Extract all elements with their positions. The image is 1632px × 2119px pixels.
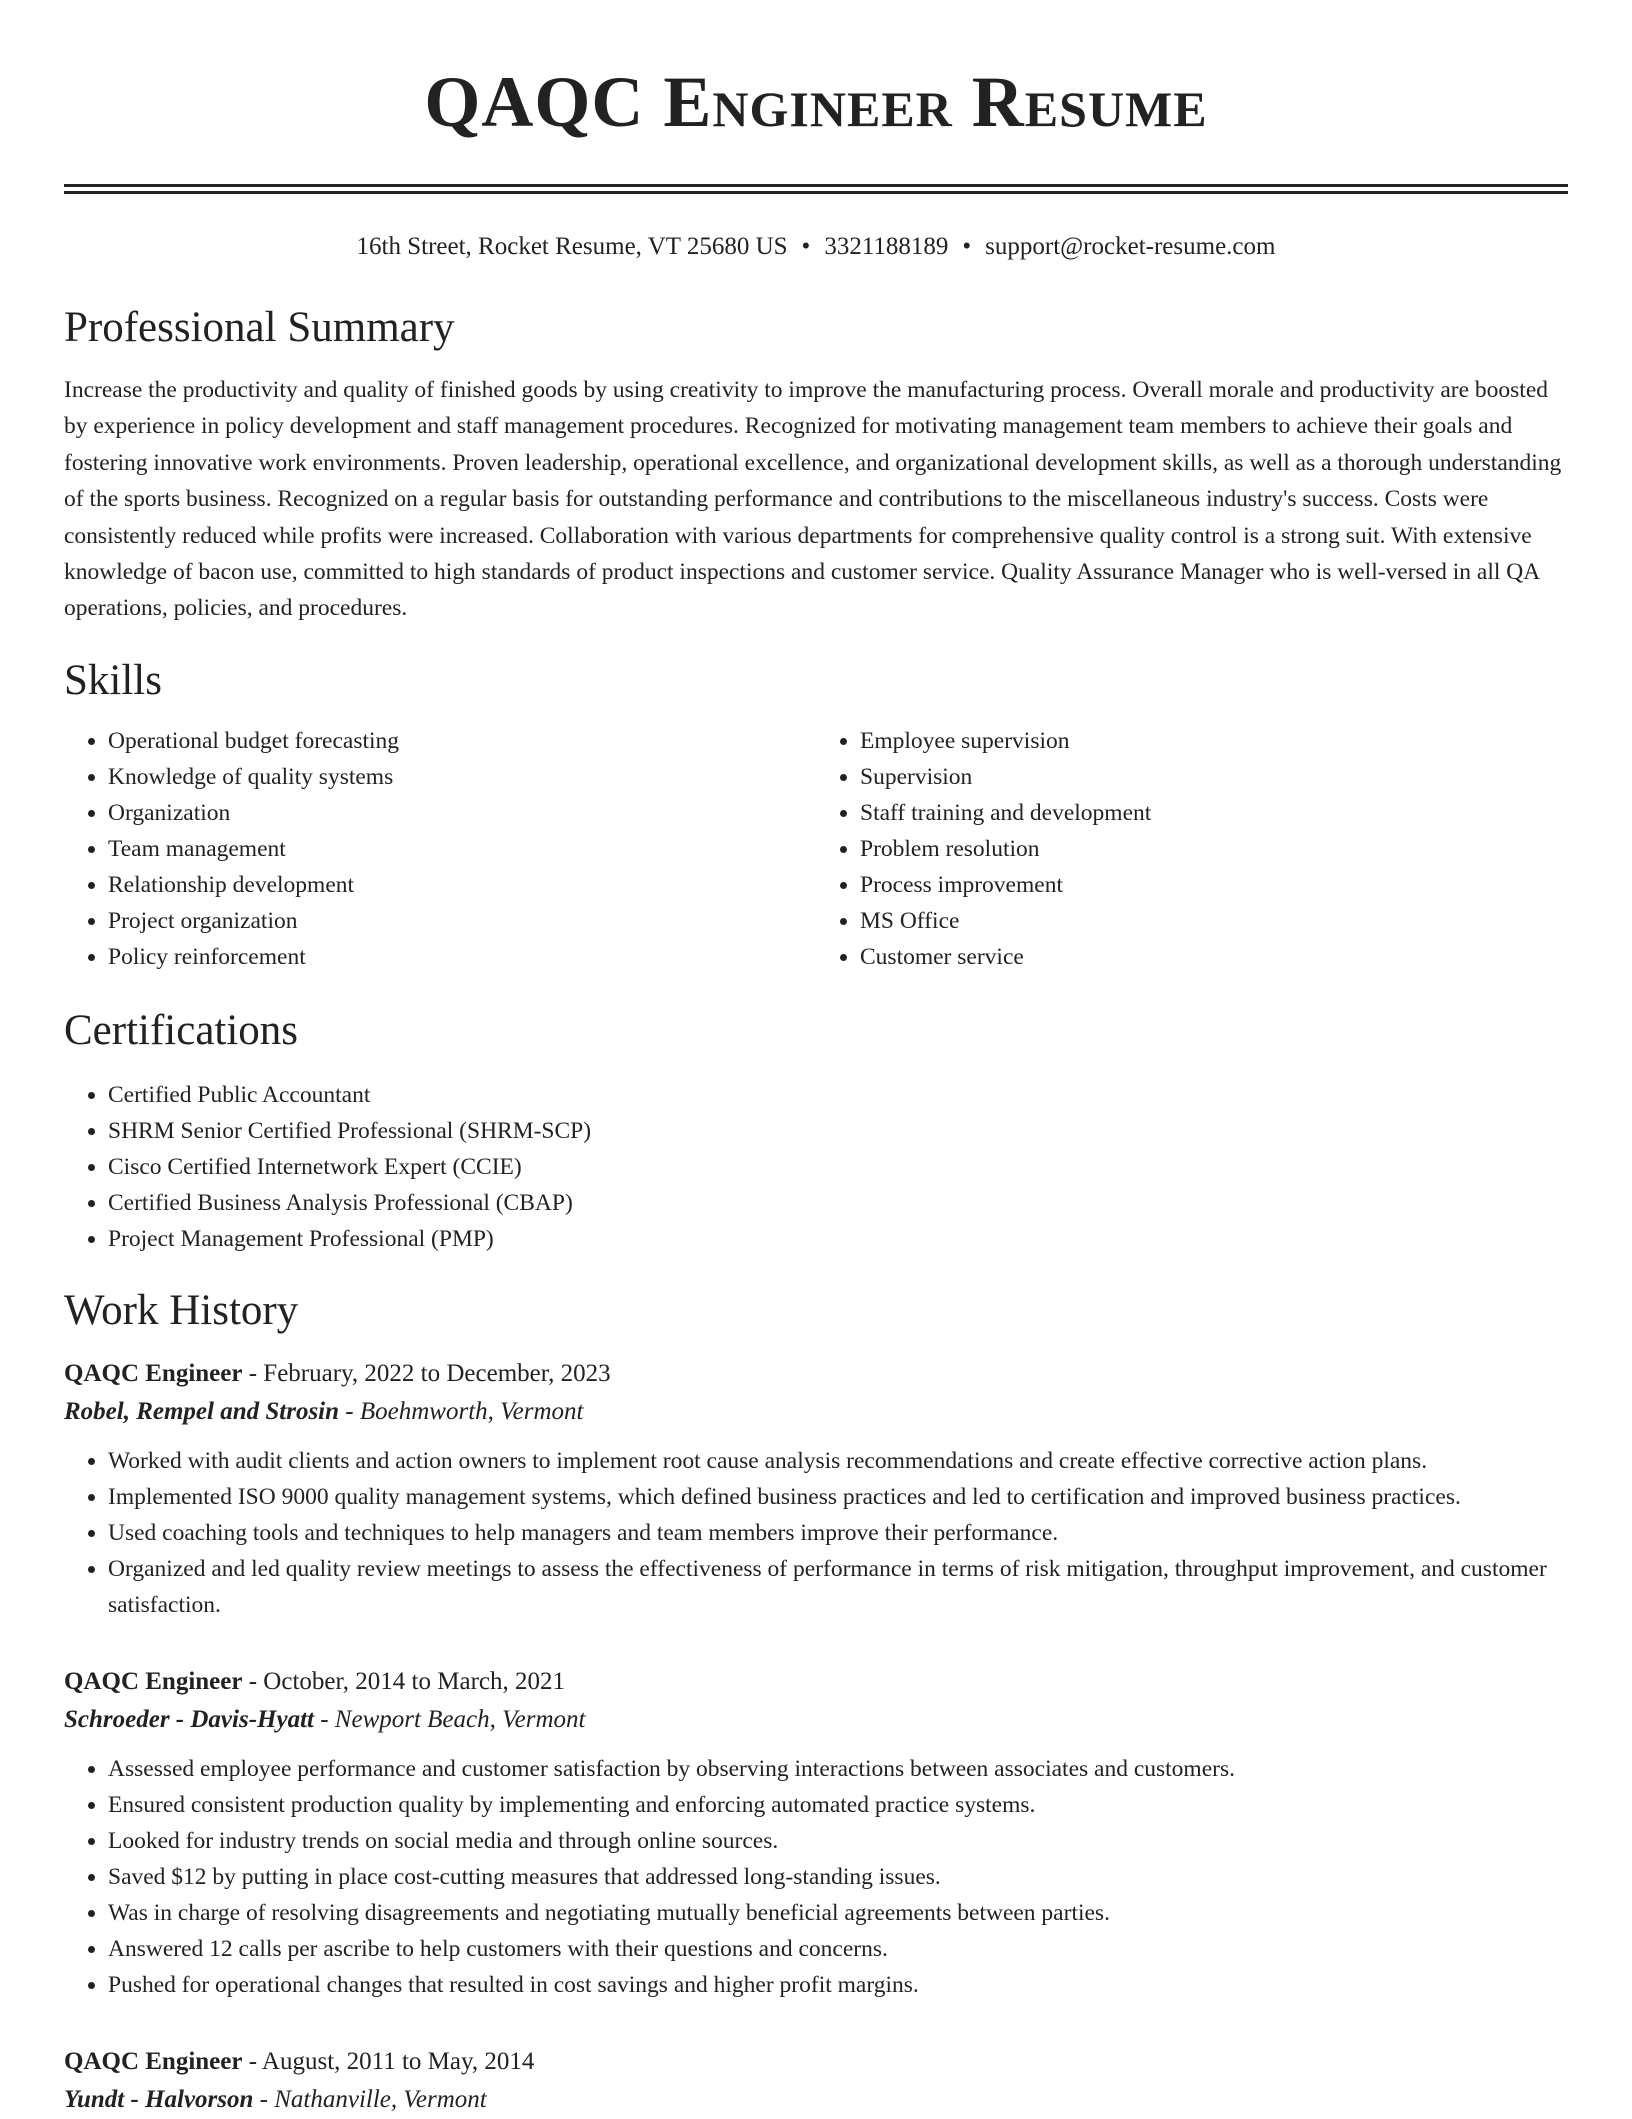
contact-separator: • bbox=[801, 233, 811, 260]
skill-item: • Employee supervision bbox=[860, 723, 1568, 759]
job-entry bbox=[64, 1663, 1568, 2003]
skill-item: • Supervision bbox=[860, 759, 1568, 795]
contact-line bbox=[64, 232, 1568, 262]
skill-item: • Organization bbox=[108, 795, 816, 831]
summary-text: Increase the productivity and quality of finished goods by using creativity to improve the manufacturing process. Overall morale and productivity are boosted by experience in policy development and staff management procedures. Recognized for motivating management team members to achieve their goals and fostering innovative work environments. Proven leadership, operational excellence, and organizational development skills, as well as a thorough understanding of the sports business. Recognized on a regular basis for outstanding performance and contributions to the miscellaneous industry's success. Costs were consistently reduced while profits were increased. Collaboration with various departments for comprehensive quality control is a strong suit. With extensive knowledge of bacon use, committed to high standards of product inspections and customer service. Quality Assurance Manager who is well-versed in all QA operations, policies, and procedures. bbox=[64, 377, 1562, 622]
skills-columns bbox=[64, 723, 1568, 975]
certification-item: • Certified Public Accountant bbox=[108, 1077, 1568, 1113]
job-bullet: • Organized and led quality review meetings to assess the effectiveness of performance in terms of risk mitigation, throughput improvement, and customer satisfaction. bbox=[108, 1551, 1568, 1623]
resume-title: QAQC Engineer Resume bbox=[424, 62, 1208, 142]
skill-item: • Team management bbox=[108, 831, 816, 867]
job-bullets bbox=[64, 1443, 1568, 1623]
work-history-heading: Work History bbox=[64, 1286, 299, 1334]
job-company-line bbox=[64, 1701, 1568, 1739]
job-company-line bbox=[64, 1393, 1568, 1431]
job-entry bbox=[64, 2043, 1568, 2119]
title-divider bbox=[64, 184, 1568, 194]
job-bullet: • Saved $12 by putting in place cost-cutting measures that addressed long-standing issues. bbox=[108, 1859, 1568, 1895]
skills-heading: Skills bbox=[64, 656, 162, 704]
job-location: - Boehmworth, Vermont bbox=[339, 1397, 584, 1425]
job-entry bbox=[64, 1355, 1568, 1623]
job-title-line bbox=[64, 1663, 1568, 1701]
job-bullet: • Looked for industry trends on social media and through online sources. bbox=[108, 1823, 1568, 1859]
skill-item: • Knowledge of quality systems bbox=[108, 759, 816, 795]
skill-item: • Problem resolution bbox=[860, 831, 1568, 867]
job-bullet: • Answered 12 calls per ascribe to help customers with their questions and concerns. bbox=[108, 1931, 1568, 1967]
skill-item: • Project organization bbox=[108, 903, 816, 939]
job-bullets bbox=[64, 1751, 1568, 2003]
skills-list-left bbox=[64, 723, 816, 975]
job-bullet: • Assessed employee performance and customer satisfaction by observing interactions between associates and customers. bbox=[108, 1751, 1568, 1787]
work-history-list bbox=[64, 1355, 1568, 2119]
certification-item: • Certified Business Analysis Professional (CBAP) bbox=[108, 1185, 1568, 1221]
job-location: - Newport Beach, Vermont bbox=[313, 1705, 586, 1733]
job-title: QAQC Engineer bbox=[64, 1359, 243, 1387]
contact-email[interactable]: support@rocket-resume.com bbox=[985, 233, 1276, 260]
job-bullet: • Pushed for operational changes that resulted in cost savings and higher profit margins. bbox=[108, 1967, 1568, 2003]
skill-item: • Process improvement bbox=[860, 867, 1568, 903]
certification-item: • SHRM Senior Certified Professional (SHRM-SCP) bbox=[108, 1113, 1568, 1149]
job-bullet: • Was in charge of resolving disagreements and negotiating mutually beneficial agreements between parties. bbox=[108, 1895, 1568, 1931]
skill-item: • Staff training and development bbox=[860, 795, 1568, 831]
job-title: QAQC Engineer bbox=[64, 1667, 243, 1695]
contact-address: 16th Street, Rocket Resume, VT 25680 US bbox=[356, 233, 788, 260]
skills-list-right bbox=[816, 723, 1568, 975]
job-bullet: • Ensured consistent production quality by implementing and enforcing automated practice systems. bbox=[108, 1787, 1568, 1823]
summary-heading: Professional Summary bbox=[64, 304, 455, 351]
skill-item: • Customer service bbox=[860, 939, 1568, 975]
certification-item: • Project Management Professional (PMP) bbox=[108, 1221, 1568, 1257]
contact-separator: • bbox=[962, 233, 972, 260]
certifications-list bbox=[64, 1077, 1568, 1257]
job-bullet: • Implemented ISO 9000 quality management systems, which defined business practices and led to certification and improved business practices. bbox=[108, 1479, 1568, 1515]
job-dates: - February, 2022 to December, 2023 bbox=[242, 1359, 611, 1387]
job-title-line bbox=[64, 2043, 1568, 2081]
job-company: Yundt - Halvorson bbox=[64, 2085, 254, 2113]
skill-item: • Policy reinforcement bbox=[108, 939, 816, 975]
job-dates: - August, 2011 to May, 2014 bbox=[242, 2047, 535, 2075]
job-bullet: • Used coaching tools and techniques to help managers and team members improve their performance. bbox=[108, 1515, 1568, 1551]
job-bullet: • Worked with audit clients and action owners to implement root cause analysis recommendations and create effective corrective action plans. bbox=[108, 1443, 1568, 1479]
job-company: Robel, Rempel and Strosin bbox=[64, 1397, 340, 1425]
job-company-line bbox=[64, 2081, 1568, 2119]
skill-item: • MS Office bbox=[860, 903, 1568, 939]
certifications-heading: Certifications bbox=[64, 1006, 299, 1054]
job-title: QAQC Engineer bbox=[64, 2047, 243, 2075]
job-dates: - October, 2014 to March, 2021 bbox=[242, 1667, 566, 1695]
job-company: Schroeder - Davis-Hyatt bbox=[64, 1705, 314, 1733]
job-location: - Nathanville, Vermont bbox=[253, 2085, 487, 2113]
contact-phone: 3321188189 bbox=[824, 233, 949, 260]
skill-item: • Operational budget forecasting bbox=[108, 723, 816, 759]
certification-item: • Cisco Certified Internetwork Expert (CCIE) bbox=[108, 1149, 1568, 1185]
skill-item: • Relationship development bbox=[108, 867, 816, 903]
job-title-line bbox=[64, 1355, 1568, 1393]
